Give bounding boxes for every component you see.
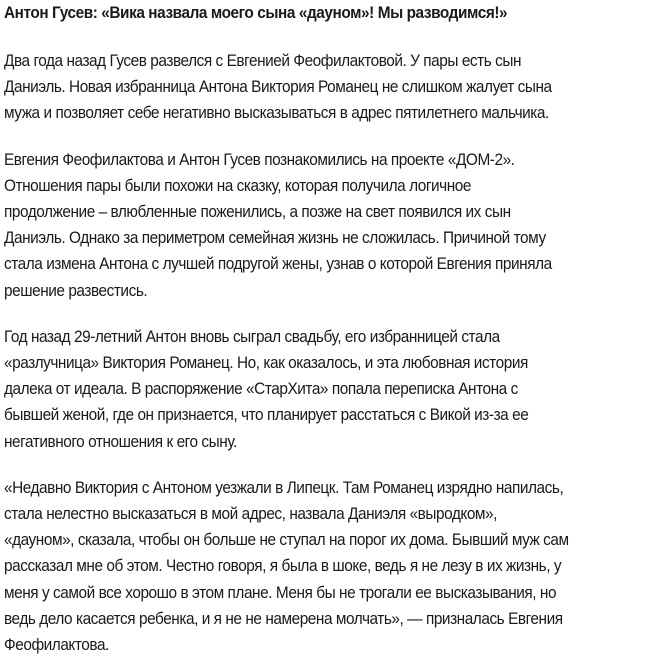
article-title: Антон Гусев: «Вика назвала моего сына «дауном»! Мы разводимся!» bbox=[4, 4, 508, 22]
text-line: Феофилактова. bbox=[4, 635, 109, 655]
text-line: меня у самой все хорошо в этом плане. Меня бы не трогали ее высказывания, но bbox=[4, 582, 557, 602]
text-line: стала нелестно высказаться в мой адрес, назвала Даниэля «выродком», bbox=[4, 504, 497, 524]
text-line: бывшей женой, где он признается, что планирует расстаться с Викой из-за ее bbox=[4, 405, 529, 425]
text-line: Евгения Феофилактова и Антон Гусев познакомились на проекте «ДОМ-2». bbox=[4, 149, 515, 169]
text-line: далека от идеала. В распоряжение «СтарХита» попала переписка Антона с bbox=[4, 379, 518, 399]
text-line: негативного отношения к его сыну. bbox=[4, 431, 237, 451]
paragraph-4-quote bbox=[4, 475, 665, 658]
paragraph-3 bbox=[4, 324, 665, 455]
text-line: Два года назад Гусев развелся с Евгенией Феофилактовой. У пары есть сын bbox=[4, 51, 522, 70]
text-line: решение развестись. bbox=[4, 280, 148, 300]
text-line: рассказал мне об этом. Честно говоря, я была в шоке, ведь я не лезу в их жизнь, у bbox=[4, 556, 562, 576]
text-line: Даниэль. Новая избранница Антона Виктория Романец не слишком жалует сына bbox=[4, 77, 552, 97]
text-line: ведь дело касается ребенка, и я не не намерена молчать», — призналась Евгения bbox=[4, 608, 563, 628]
paragraph-1 bbox=[4, 48, 665, 127]
text-line: продолжение – влюбленные поженились, а позже на свет появился их сын bbox=[4, 202, 511, 222]
text-line: Отношения пары были похожи на сказку, которая получила логичное bbox=[4, 175, 472, 195]
text-line: мужа и позволяет себе негативно высказываться в адрес пятилетнего мальчика. bbox=[4, 103, 549, 123]
text-line: Даниэль. Однако за периметром семейная жизнь не сложилась. Причиной тому bbox=[4, 228, 546, 248]
text-line: «Недавно Виктория с Антоном уезжали в Липецк. Там Романец изрядно напилась, bbox=[4, 477, 564, 497]
text-line: стала измена Антона с лучшей подругой жены, узнав о которой Евгения приняла bbox=[4, 254, 552, 274]
text-line: «дауном», сказала, чтобы он больше не ступал на порог их дома. Бывший муж сам bbox=[4, 530, 569, 550]
text-line: Год назад 29-летний Антон вновь сыграл свадьбу, его избранницей стала bbox=[4, 326, 500, 346]
paragraph-2 bbox=[4, 147, 665, 304]
text-line: «разлучница» Виктория Романец. Но, как оказалось, и эта любовная история bbox=[4, 353, 528, 373]
